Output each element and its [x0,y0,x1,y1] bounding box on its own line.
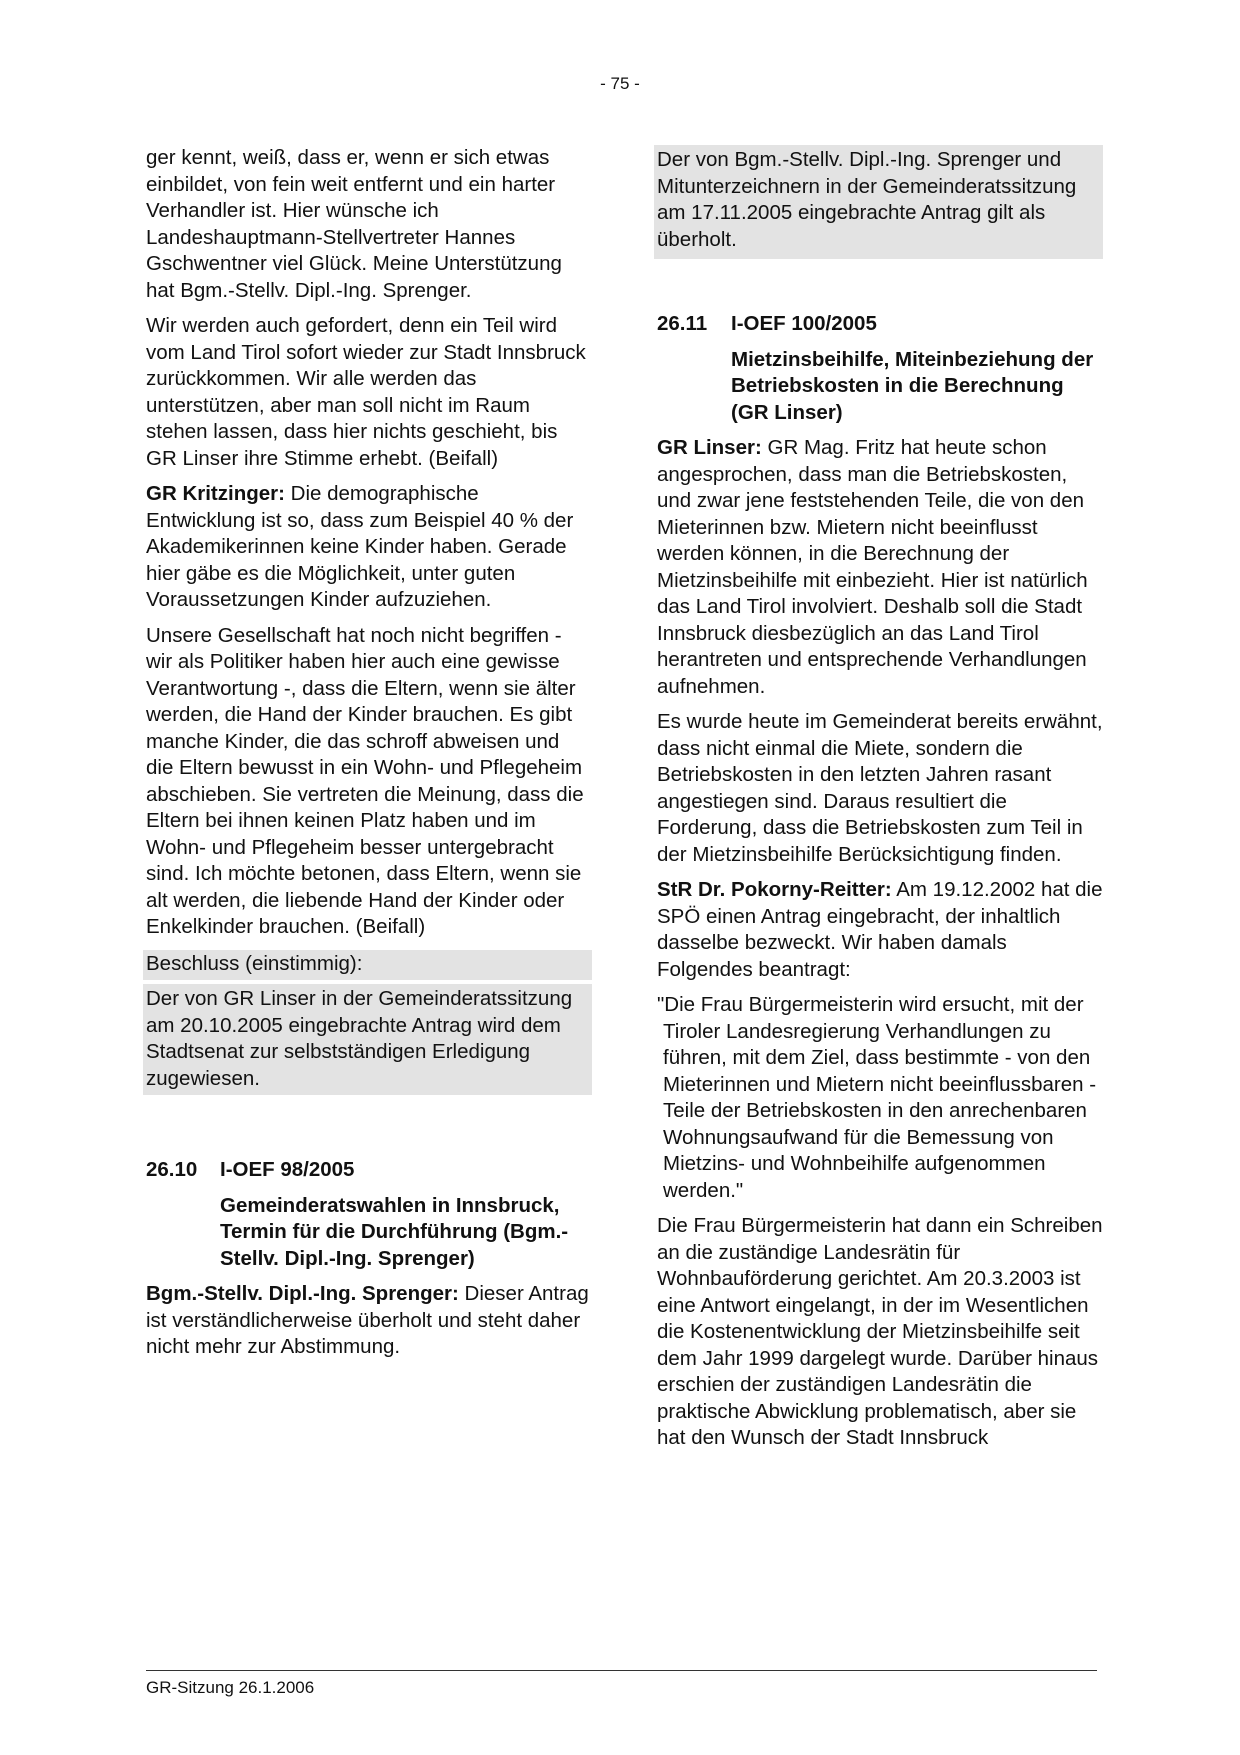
right-column [657,145,1103,1461]
agenda-item-heading [146,1157,592,1184]
resolution-note: Der von Bgm.-Stellv. Dipl.-Ing. Sprenger und Mitunterzeichnern in der Gemeinderatssitzung am 17.11.2005 eingebrachte Antrag gilt als überholt. [654,145,1103,259]
paragraph: Es wurde heute im Gemeinderat bereits erwähnt, dass nicht einmal die Miete, sondern die Betriebskosten in den letzten Jahren rasant angestiegen sind. Daraus resultiert die Forderung, dass die Betriebskosten zum Teil in der Mietzinsbeihilfe Berücksichtigung finden. [657,710,1103,866]
speaker-name: StR Dr. Pokorny-Reitter: [657,878,892,901]
paragraph [146,1281,592,1361]
speech-text: Am 19.12.2002 hat die SPÖ einen Antrag eingebracht, der inhaltlich dasselbe bezweckt. Wir haben damals Folgendes beantragt: [657,878,1103,981]
left-column [146,145,592,1370]
agenda-item-number: 26.10 [146,1158,198,1181]
agenda-item-heading [657,311,1103,338]
paragraph: ger kennt, weiß, dass er, wenn er sich etwas einbildet, von fein weit entfernt und ein harter Verhandler ist. Hier wünsche ich Landeshauptmann-Stellvertreter Hannes Gschwentner viel Glück. Meine Unterstützung hat Bgm.-Stellv. Dipl.-Ing. Sprenger. [146,146,562,302]
paragraph [146,481,592,614]
page-number: - 75 - [600,74,640,93]
agenda-item-number: 26.11 [657,312,708,335]
speaker-name: GR Kritzinger: [146,482,285,505]
resolution-text: Der von GR Linser in der Gemeinderatssitzung am 20.10.2005 eingebrachte Antrag wird dem Stadtsenat zur selbstständigen Erledigung zugewiesen. [143,984,592,1095]
paragraph: Unsere Gesellschaft hat noch nicht begriffen - wir als Politiker haben hier auch eine gewisse Verantwortung -, dass die Eltern, wenn sie älter werden, die Hand der Kinder brauchen. Es gibt manche Kinder, die das schroff abweisen und die Eltern bewusst in ein Wohn- und Pflegeheim abschieben. Sie vertreten die Meinung, dass die Eltern bei ihnen keinen Platz haben und im Wohn- und Pflegeheim besser untergebracht sind. Ich möchte betonen, dass Eltern, wenn sie alt werden, die liebende Hand der Kinder oder Enkelkinder brauchen. (Beifall) [146,623,584,938]
paragraph [657,435,1103,700]
footer-divider [146,1670,1097,1671]
paragraph: Die Frau Bürgermeisterin hat dann ein Schreiben an die zuständige Landesrätin für Wohnbauförderung gerichtet. Am 20.3.2003 ist eine Antwort eingelangt, in der im Wesentlichen die Kostenentwicklung der Mietzinsbeihilfe seit dem Jahr 1999 dargelegt wurde. Darüber hinaus erschien der zuständigen Landesrätin die praktische Abwicklung problematisch, aber sie hat den Wunsch der Stadt Innsbruck [657,1214,1103,1449]
agenda-item-code: I-OEF 100/2005 [731,312,877,335]
quoted-motion: "Die Frau Bürgermeisterin wird ersucht, mit der Tiroler Landesregierung Verhandlungen zu führen, mit dem Ziel, dass bestimmte - von den Mieterinnen und Mietern nicht beeinflussbaren - Teile der Betriebskosten in den anrechenbaren Wohnungsaufwand für die Bemessung von Mietzins- und Wohnbeihilfe aufgenommen werden." [657,993,1097,1202]
speech-text: GR Mag. Fritz hat heute schon angesprochen, dass man die Betriebskosten, und zwar jene feststehenden Teile, die von den Mieterinnen bzw. Mietern nicht beeinflusst werden können, in die Berechnung der Mietzinsbeihilfe mit einbezieht. Hier ist natürlich das Land Tirol involviert. Deshalb soll die Stadt Innsbruck diesbezüglich an das Land Tirol herantreten und entsprechende Verhandlungen aufnehmen. [657,436,1088,698]
speaker-name: Bgm.-Stellv. Dipl.-Ing. Sprenger: [146,1282,459,1305]
speaker-name: GR Linser: [657,436,762,459]
paragraph [657,877,1103,983]
agenda-item-code: I-OEF 98/2005 [220,1158,355,1181]
resolution-label: Beschluss (einstimmig): [143,950,592,981]
paragraph: Wir werden auch gefordert, denn ein Teil wird vom Land Tirol sofort wieder zur Stadt Innsbruck zurückkommen. Wir alle werden das unterstützen, aber man soll nicht im Raum stehen lassen, dass hier nichts geschieht, bis GR Linser ihre Stimme erhebt. (Beifall) [146,314,586,470]
agenda-item-title: Mietzinsbeihilfe, Miteinbeziehung der Betriebskosten in die Berechnung (GR Linser) [731,347,1094,424]
footer-session-label: GR-Sitzung 26.1.2006 [146,1678,315,1697]
speech-text: Dieser Antrag ist verständlicherweise überholt und steht daher nicht mehr zur Abstimmung. [146,1282,589,1358]
speech-text: Die demographische Entwicklung ist so, dass zum Beispiel 40 % der Akademikerinnen keine Kinder haben. Gerade hier gäbe es die Möglichkeit, unter guten Voraussetzungen Kinder aufzuziehen. [146,482,574,611]
agenda-item-title: Gemeinderatswahlen in Innsbruck, Termin für die Durchführung (Bgm.-Stellv. Dipl.-Ing. Sprenger) [220,1193,569,1270]
